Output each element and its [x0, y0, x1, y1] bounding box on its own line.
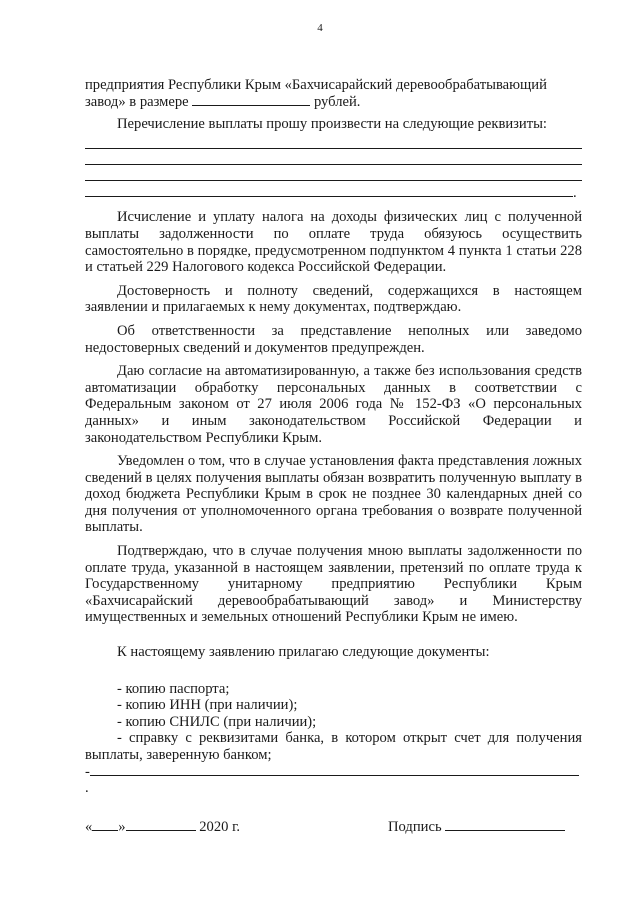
requisites-line-3: [85, 165, 582, 181]
paragraph-tax: Исчисление и уплату налога на доходы физических лиц с полученной выплаты задолженности по оплате труда обязуюсь осуществить самостоятельно в порядке, предусмотренном подпунктом 4 пункта 1 статьи 228 и статьей 229 Налогового кодекса Российской Федерации.: [85, 209, 582, 276]
signature-label: Подпись: [388, 818, 442, 835]
requisites-line-2: [85, 149, 582, 165]
attachments-list: [85, 681, 582, 764]
date-open-quote: «: [85, 818, 93, 835]
paragraph-consent: Даю согласие на автоматизированную, а также без использования средств автоматизации обработку персональных данных в соответствии с Федеральным законом от 27 июля 2006 года № 152-ФЗ «О персональных данных» и иным законодательством Российской Федерации и законодательством Республики Крым.: [85, 363, 582, 446]
day-blank: [92, 830, 118, 831]
attachment-item: - копию ИНН (при наличии);: [117, 697, 298, 714]
paragraph-notice: Уведомлен о том, что в случае установления факта представления ложных сведений в целях получения выплаты обязан возвратить полученную выплату в доход бюджета Республики Крым в срок не позднее 30 календарных дней со дня получения от уполномоченного органа требования о возврате полученной выплаты.: [85, 453, 582, 536]
intro-line-1: предприятия Республики Крым «Бахчисарайский деревообрабатывающий: [85, 77, 547, 93]
document-body: [85, 77, 582, 839]
intro-line-2: [85, 94, 582, 111]
final-line-suffix: .: [85, 780, 89, 797]
paragraph-accuracy: Достоверность и полноту сведений, содержащихся в настоящем заявлении и прилагаемых к нему документах, подтверждаю.: [85, 282, 582, 316]
paragraph-responsibility: Об ответственности за представление неполных или заведомо недостоверных сведений и документов предупрежден.: [85, 322, 582, 356]
signature-row: [85, 819, 582, 839]
attachments-final-line: [85, 764, 582, 797]
attachment-item: - копию СНИЛС (при наличии);: [117, 713, 317, 730]
attachment-item: - копию паспорта;: [117, 680, 230, 697]
date-close-quote: »: [118, 818, 126, 835]
month-blank: [126, 830, 196, 831]
paragraph-confirmation: Подтверждаю, что в случае получения мною выплаты задолженности по оплате труда, указанной в настоящем заявлении, претензий по оплате труда к Государственному унитарному предприятию Республики Крым «Бахчисарайский деревообрабатывающий завод» и Министерству имущественных и земельных отношений Республики Крым не имею.: [85, 543, 582, 626]
attachments-title: К настоящему заявлению прилагаю следующие документы:: [117, 644, 490, 661]
attachment-item: - справку с реквизитами банка, в котором открыт счет для получения выплаты, заверенную банком;: [85, 730, 582, 763]
requisites-text: Перечисление выплаты прошу произвести на следующие реквизиты:: [117, 116, 547, 133]
date-year: 2020 г.: [199, 818, 241, 835]
final-line-prefix: -: [85, 763, 90, 780]
requisites-line-1: [85, 133, 582, 149]
signature-blank: [445, 830, 565, 831]
requisites-line-4: [85, 181, 573, 197]
intro-amount-label: завод» в размере: [85, 93, 189, 110]
requisites-end: .: [573, 184, 577, 201]
final-line-blank: [90, 775, 579, 776]
intro-currency: рублей.: [313, 93, 361, 110]
signature-field: [388, 819, 565, 836]
page-number: 4: [317, 22, 323, 34]
signature-date: [85, 819, 240, 836]
amount-blank: [192, 105, 310, 106]
